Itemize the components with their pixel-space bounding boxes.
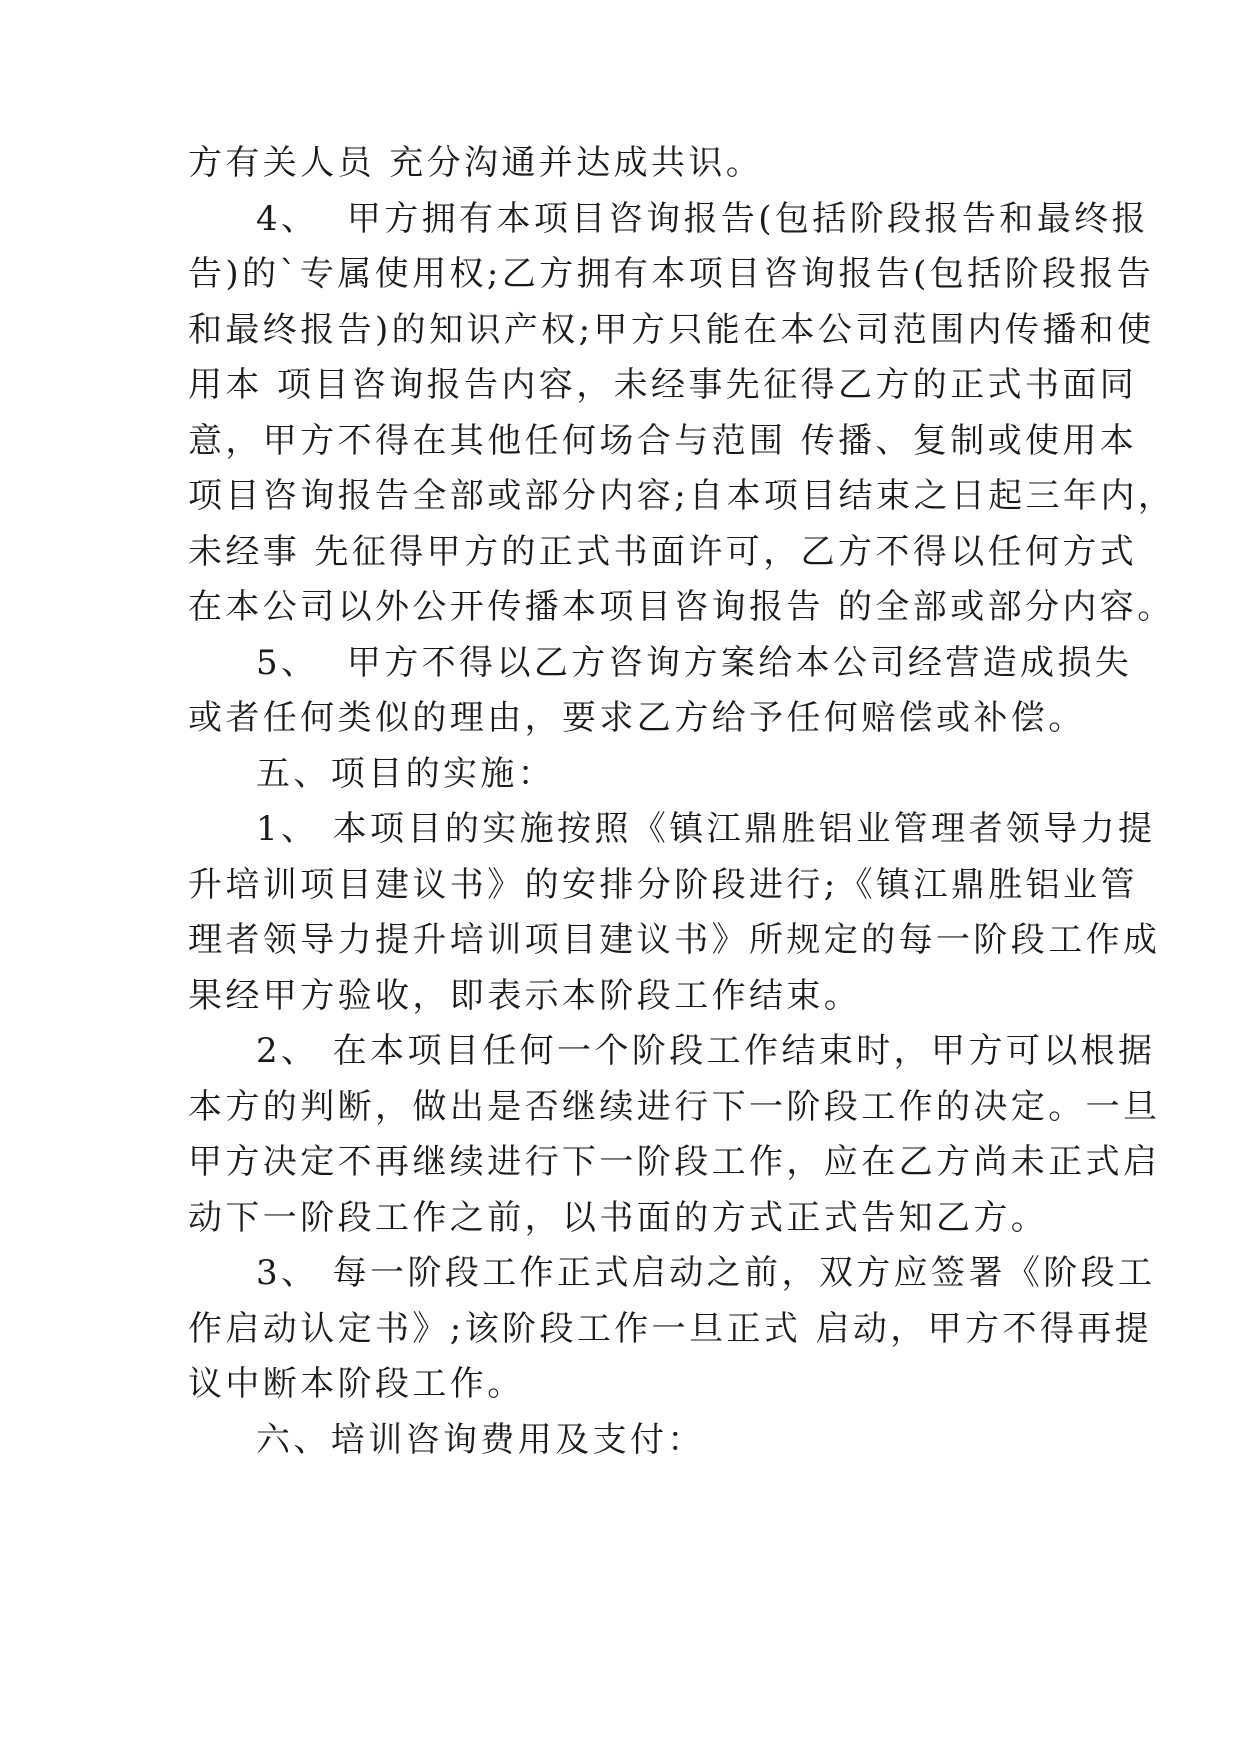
text-line: 用本 项目咨询报告内容，未经事先征得乙方的正式书面同 <box>188 365 1138 405</box>
text-line: 5、 甲方不得以乙方咨询方案给本公司经营造成损失 <box>256 643 1133 683</box>
text-line: 甲方决定不再继续进行下一阶段工作，应在乙方尚未正式启 <box>188 1142 1161 1182</box>
text-line: 本方的判断，做出是否继续进行下一阶段工作的决定。一旦 <box>188 1087 1161 1127</box>
text-line: 告)的`专属使用权;乙方拥有本项目咨询报告(包括阶段报告 <box>188 254 1155 294</box>
text-line: 议中断本阶段工作。 <box>188 1364 525 1404</box>
text-line: 方有关人员 充分沟通并达成共识。 <box>188 143 764 183</box>
text-line: 和最终报告)的知识产权;甲方只能在本公司范围内传播和使 <box>188 310 1155 350</box>
text-line: 未经事 先征得甲方的正式书面许可，乙方不得以任何方式 <box>188 532 1138 572</box>
section-heading: 六、培训咨询费用及支付： <box>256 1420 705 1460</box>
text-line: 果经甲方验收，即表示本阶段工作结束。 <box>188 976 862 1016</box>
text-line: 1、 本项目的实施按照《镇江鼎胜铝业管理者领导力提 <box>256 809 1156 849</box>
text-line: 升培训项目建议书》的安排分阶段进行;《镇江鼎胜铝业管 <box>188 865 1138 905</box>
text-line: 理者领导力提升培训项目建议书》所规定的每一阶段工作成 <box>188 920 1161 960</box>
text-line: 或者任何类似的理由，要求乙方给予任何赔偿或补偿。 <box>188 698 1086 738</box>
text-line: 项目咨询报告全部或部分内容;自本项目结束之日起三年内， <box>188 476 1176 516</box>
section-heading: 五、项目的实施： <box>256 754 556 794</box>
text-line: 作启动认定书》;该阶段工作一旦正式 启动，甲方不得再提 <box>188 1309 1153 1349</box>
text-line: 在本公司以外公开传播本项目咨询报告 的全部或部分内容。 <box>188 587 1175 627</box>
text-line: 3、 每一阶段工作正式启动之前，双方应签署《阶段工 <box>256 1253 1156 1293</box>
text-line: 4、 甲方拥有本项目咨询报告(包括阶段报告和最终报 <box>256 199 1149 239</box>
text-line: 意，甲方不得在其他任何场合与范围 传播、复制或使用本 <box>188 421 1138 461</box>
text-line: 动下一阶段工作之前，以书面的方式正式告知乙方。 <box>188 1198 1049 1238</box>
text-line: 2、 在本项目任何一个阶段工作结束时，甲方可以根据 <box>256 1031 1156 1071</box>
